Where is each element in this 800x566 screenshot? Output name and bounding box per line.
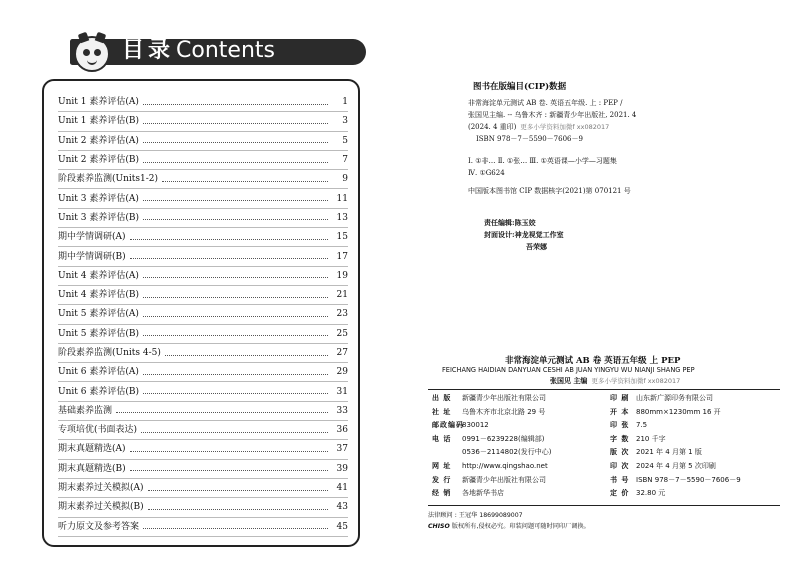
publisher-key: 电 话 [432,434,452,443]
toc-row [58,325,348,344]
toc-leader [143,374,328,375]
toc-label: 基础素养监测 [58,405,113,416]
publisher-info-left [432,392,551,501]
toc-label: Unit 5 素养评估(B) [58,328,139,339]
toc-page-number: 33 [336,405,348,416]
toc-label: Unit 3 素养评估(B) [58,212,139,223]
toc-label: 专项培优(书面表达) [58,425,138,436]
toc-row [58,267,348,286]
publisher-value: 各地新华书店 [462,489,504,498]
publisher-value: 2024 年 4 月第 5 次印刷 [636,461,716,470]
toc-row [58,363,348,382]
copyright-page [400,0,800,566]
publisher-key: 网 址 [432,461,452,470]
toc-leader [148,490,328,491]
chief-editor: 张国见 主编 [550,376,588,385]
toc-label: Unit 3 素养评估(A) [58,193,139,204]
watermark-text: 更多小学资料加微f xx082017 [591,377,681,385]
toc-label: 期末真题精选(A) [58,444,126,455]
title-cn: 目录 [122,38,175,63]
toc-page-number: 41 [336,483,348,494]
publisher-row [610,419,741,433]
mascot-icon [74,36,110,72]
toc-page-number: 43 [336,502,348,513]
cip-reprint: (2024. 4 重印) [468,123,517,131]
toc-label: Unit 2 素养评估(A) [58,135,139,146]
divider [428,389,780,390]
publisher-row [432,460,551,474]
publisher-value: 新疆青少年出版社有限公司 [462,475,546,484]
publisher-value: 新疆青少年出版社有限公司 [462,394,546,402]
cip-title: 图书在版编目(CIP)数据 [473,82,567,92]
toc-page-number: 21 [336,290,348,301]
book-pinyin: FEICHANG HAIDIAN DANYUAN CESHI AB JUAN YINGYU WU NIANJI SHANG PEP [442,366,695,374]
toc-leader [143,316,328,317]
toc-leader [143,104,328,105]
publisher-row [432,392,551,406]
publisher-key: 版 次 [610,448,630,457]
publisher-row [432,406,551,420]
toc-row [58,460,348,479]
publisher-row [610,446,741,460]
publisher-row [432,446,551,460]
toc-label: 期末素养过关模拟(B) [58,502,144,513]
publisher-key: 经 销 [432,489,452,498]
legal-consultant: 法律顾问 : 王冠华 18699089007 [428,512,523,519]
toc-page-number: 15 [336,232,348,243]
toc-page-number: 31 [336,386,348,397]
toc-page-number: 39 [336,463,348,474]
toc-leader [130,470,328,471]
cip-classification: Ⅳ. ①G624 [468,169,505,177]
toc-page-number: 29 [336,367,348,378]
toc-label: 期中学情调研(A) [58,232,126,243]
divider [428,505,780,506]
publisher-row [610,433,741,447]
publisher-value: http://www.qingshao.net [462,461,548,470]
toc-page-number: 11 [336,193,348,204]
toc-label: Unit 6 素养评估(A) [58,367,139,378]
toc-leader [148,509,328,510]
toc-leader [143,335,328,336]
toc-label: 期末真题精选(B) [58,463,126,474]
cip-line: 非常海淀单元测试 AB 卷. 英语五年级. 上 : PEP / [468,99,623,107]
cip-classification: Ⅰ. ①非… Ⅱ. ①张… Ⅲ. ①英语课—小学—习题集 [468,157,617,165]
publisher-info-right [610,392,741,501]
publisher-logo: CHISO [428,523,450,530]
publisher-row [610,474,741,488]
toc-leader [141,432,328,433]
publisher-row [432,433,551,447]
publisher-key: 印 张 [610,421,630,430]
publisher-key: 邮政编码 [432,421,464,430]
cip-line: 张国见主编. -- 乌鲁木齐 : 新疆青少年出版社, 2021. 4 [468,111,637,119]
toc-leader [143,200,328,201]
publisher-row [610,406,741,420]
cip-number: 中国版本图书馆 CIP 数据核字(2021)第 070121 号 [468,187,631,195]
toc-label: 阶段素养监测(Units 4-5) [58,348,161,358]
toc-leader [116,412,328,413]
toc-page-number: 23 [336,309,348,320]
toc-leader [130,451,328,452]
toc-row [58,344,348,363]
toc-page-number: 45 [336,521,348,532]
toc-label: Unit 2 素养评估(B) [58,155,139,166]
contents-banner [40,37,366,67]
publisher-value: 乌鲁木齐市北京北路 29 号 [462,407,546,416]
publisher-value: 880mm×1230mm 16 开 [636,407,721,416]
toc-label: Unit 1 素养评估(A) [58,97,139,108]
toc-leader [143,123,328,124]
toc-leader [143,277,328,278]
toc-leader [165,355,328,356]
page-title [122,38,275,64]
publisher-value: 0536－2114802(发行中心) [462,448,552,457]
toc-page-number: 7 [342,155,348,166]
toc-page-number: 9 [342,174,348,185]
toc-page-number: 1 [342,97,348,108]
toc-row [58,247,348,266]
publisher-value: 210 千字 [636,434,666,443]
toc-page-number: 3 [342,116,348,127]
publisher-key: 社 址 [432,407,452,416]
publisher-row [610,392,741,406]
cover-designer-2: 吾荣娜 [526,242,547,251]
publisher-key: 书 号 [610,475,630,484]
publisher-key: 定 价 [610,489,630,498]
book-editor [550,376,680,386]
toc-label: Unit 4 素养评估(A) [58,270,139,281]
toc-leader [143,528,328,529]
publisher-value: 32.80 元 [636,489,666,498]
toc-row [58,382,348,401]
publisher-value: 830012 [462,421,489,430]
copyright-notice: 版权所有,侵权必究。印装问题可随时同印厂调换。 [451,523,590,530]
publisher-key: 开 本 [610,407,630,416]
toc-leader [130,258,328,259]
toc-page-number: 5 [342,135,348,146]
title-en: Contents [176,38,275,63]
toc-label: 期末素养过关模拟(A) [58,483,144,494]
toc-leader [143,219,328,220]
toc-page-number: 37 [336,444,348,455]
toc-row [58,151,348,170]
toc-page-number: 27 [336,348,348,358]
publisher-row [610,460,741,474]
toc-leader [162,181,328,182]
toc-row [58,498,348,517]
publisher-key: 印 刷 [610,394,630,402]
toc-page-number: 36 [336,425,348,436]
legal-notice [428,521,590,530]
watermark-text: 更多小学资料加微f xx082017 [520,123,610,131]
toc-page-number: 13 [336,212,348,223]
toc-row [58,479,348,498]
responsible-editor: 责任编辑:陈玉姣 [484,218,536,227]
publisher-row [610,487,741,501]
toc-label: Unit 5 素养评估(A) [58,309,139,320]
toc-row [58,189,348,208]
toc-label: Unit 1 素养评估(B) [58,116,139,127]
toc-page-number: 17 [336,251,348,262]
toc-row [58,421,348,440]
toc-leader [130,239,328,240]
toc-row [58,112,348,131]
cip-line [468,122,609,132]
toc-row [58,440,348,459]
cip-isbn: ISBN 978－7－5590－7606－9 [476,135,583,143]
publisher-row [432,419,551,433]
publisher-key: 出 版 [432,394,452,402]
publisher-value: 7.5 [636,421,648,430]
toc-row [58,305,348,324]
toc-row [58,518,348,537]
toc-row [58,286,348,305]
toc-list [58,93,348,537]
toc-label: Unit 6 素养评估(B) [58,386,139,397]
publisher-value: ISBN 978－7－5590－7606－9 [636,475,741,484]
toc-label: Unit 4 素养评估(B) [58,290,139,301]
toc-leader [143,162,328,163]
publisher-value: 0991－6239228(编辑部) [462,434,545,443]
publisher-value: 山东新广源印务有限公司 [636,394,713,402]
cover-designer: 封面设计:神龙视觉工作室 [484,230,564,239]
toc-row [58,402,348,421]
toc-page-number: 25 [336,328,348,339]
toc-leader [143,142,328,143]
toc-page-number: 19 [336,270,348,281]
toc-row [58,132,348,151]
publisher-key: 印 次 [610,461,630,470]
toc-label: 期中学情调研(B) [58,251,126,262]
toc-leader [143,393,328,394]
toc-leader [143,297,328,298]
toc-row [58,170,348,189]
toc-row [58,228,348,247]
publisher-value: 2021 年 4 月第 1 版 [636,448,702,457]
toc-box [42,79,360,547]
toc-row [58,93,348,112]
publisher-row [432,487,551,501]
publisher-row [432,474,551,488]
book-title: 非常海淀单元测试 AB 卷 英语五年级 上 PEP [505,356,681,366]
publisher-key: 发 行 [432,475,452,484]
publisher-key: 字 数 [610,434,630,443]
toc-label: 听力原文及参考答案 [58,521,140,532]
toc-label: 阶段素养监测(Units1-2) [58,174,159,185]
toc-row [58,209,348,228]
